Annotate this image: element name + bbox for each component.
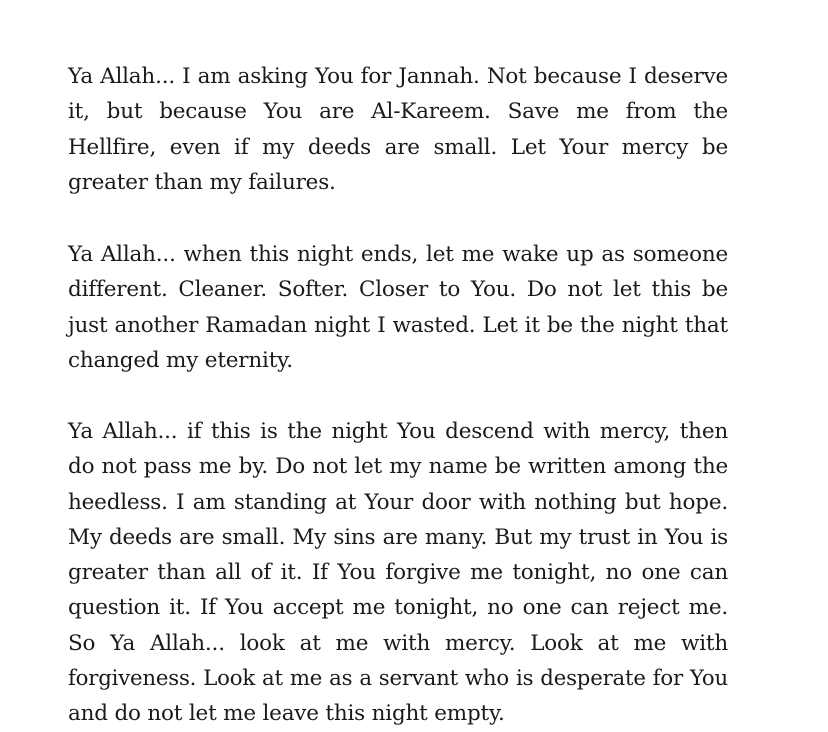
- paragraph-line: it, but because You are Al-Kareem. Save me from the: [68, 99, 728, 125]
- paragraph-jannah-dua: [68, 59, 728, 200]
- paragraph-line: changed my eternity.: [68, 347, 293, 373]
- paragraph-line: Ya Allah... if this is the night You descend with mercy, then: [68, 419, 728, 444]
- paragraph-line: greater than all of it. If You forgive me tonight, no one can: [68, 560, 728, 586]
- paragraph-line: greater than my failures.: [68, 169, 336, 195]
- paragraph-night-ends-dua: [68, 237, 728, 378]
- paragraph-line: Ya Allah... I am asking You for Jannah. Not because I deserve: [68, 64, 728, 89]
- paragraph-line: forgiveness. Look at me as a servant who is desperate for You: [68, 666, 728, 692]
- paragraph-line: and do not let me leave this night empty.: [68, 701, 505, 727]
- paragraph-line: So Ya Allah... look at me with mercy. Look at me with: [68, 630, 728, 656]
- paragraph-line: My deeds are small. My sins are many. But my trust in You is: [68, 524, 728, 550]
- paragraph-line: question it. If You accept me tonight, no one can reject me.: [68, 595, 728, 621]
- paragraph-line: Hellfire, even if my deeds are small. Let Your mercy be: [68, 134, 728, 160]
- paragraph-line: Ya Allah... when this night ends, let me wake up as someone: [68, 242, 728, 267]
- paragraph-line: heedless. I am standing at Your door with nothing but hope.: [68, 489, 728, 515]
- paragraph-mercy-dua: [68, 414, 728, 732]
- paragraph-line: just another Ramadan night I wasted. Let it be the night that: [68, 312, 728, 338]
- paragraph-line: do not pass me by. Do not let my name be written among the: [68, 454, 728, 480]
- paragraph-line: different. Cleaner. Softer. Closer to You. Do not let this be: [68, 277, 728, 303]
